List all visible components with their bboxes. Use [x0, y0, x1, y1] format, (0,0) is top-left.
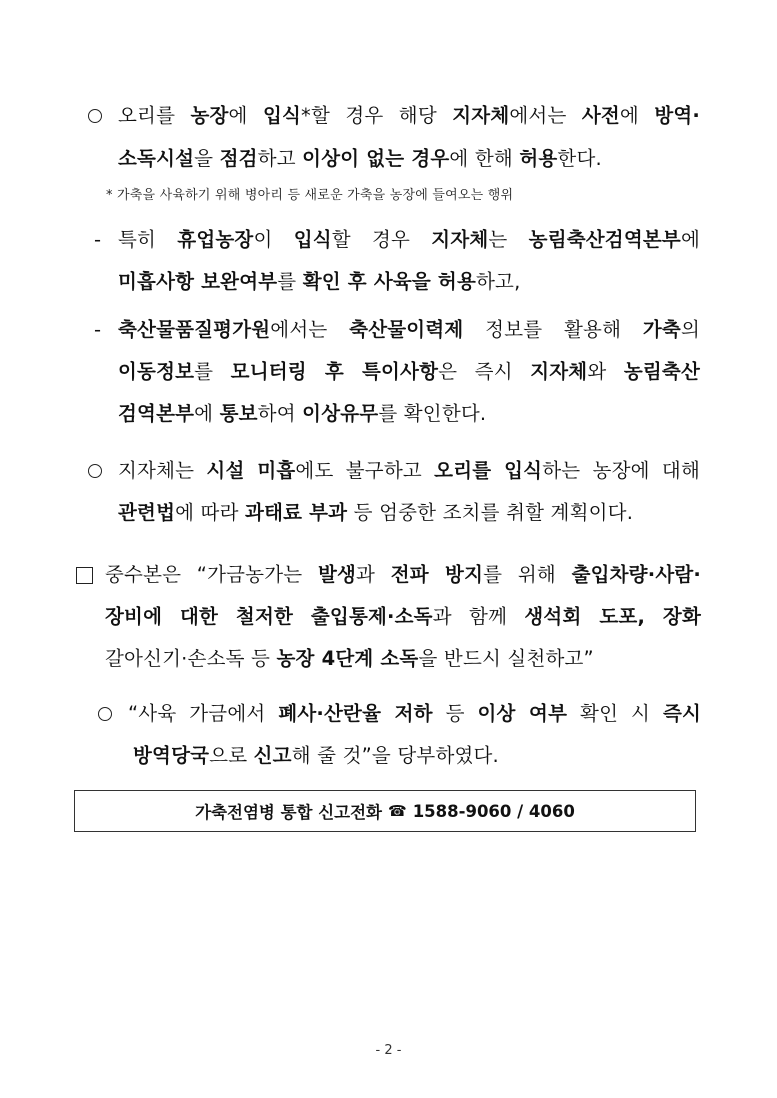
para6-line1: “사육 가금에서 폐사·산란율 저하 등 이상 여부 확인 시 즉시 — [128, 702, 702, 725]
dash-bullet: - — [94, 318, 102, 341]
para5-line2: 장비에 대한 철저한 출입통제·소독과 함께 생석회 도포, 장화 — [105, 605, 701, 628]
hotline-label: 가축전염병 통합 신고전화 — [195, 803, 382, 822]
circle-bullet — [88, 464, 102, 478]
para1-line1: 오리를 농장에 입식*할 경우 해당 지자체에서는 사전에 방역· — [118, 104, 701, 127]
para4-line1: 지자체는 시설 미흡에도 불구하고 오리를 입식하는 농장에 대해 — [118, 459, 700, 482]
para2-line1: 특히 휴업농장이 입식할 경우 지자체는 농림축산검역본부에 — [118, 228, 700, 251]
para4-line2: 관련법에 따라 과태료 부과 등 엄중한 조치를 취할 계획이다. — [118, 501, 634, 524]
para3-line2: 이동정보를 모니터링 후 특이사항은 즉시 지자체와 농림축산 — [118, 360, 700, 383]
para5-line1: 중수본은 “가금농가는 발생과 전파 방지를 위해 출입차량·사람· — [105, 563, 702, 586]
para5-line3: 갈아신기·손소독 등 농장 4단계 소독을 반드시 실천하고” — [105, 647, 594, 670]
para1-line2: 소독시설을 점검하고 이상이 없는 경우에 한해 허용한다. — [118, 147, 602, 170]
para2-line2: 미흡사항 보완여부를 확인 후 사육을 허용하고, — [118, 270, 521, 293]
footnote: * 가축을 사육하기 위해 병아리 등 새로운 가축을 농장에 들여오는 행위 — [106, 188, 514, 203]
phone-icon: ☎ — [388, 802, 407, 820]
para3-line1: 축산물품질평가원에서는 축산물이력제 정보를 활용해 가축의 — [118, 318, 701, 341]
page-number: - 2 - — [375, 1043, 402, 1058]
hotline-box — [74, 790, 696, 832]
square-bullet — [76, 567, 93, 584]
para6-line2: 방역당국으로 신고해 줄 것”을 당부하였다. — [133, 744, 499, 767]
dash-bullet: - — [94, 228, 102, 251]
circle-bullet — [88, 109, 102, 123]
hotline-numbers: 1588-9060 / 4060 — [412, 801, 575, 821]
circle-bullet — [98, 707, 112, 721]
para3-line3: 검역본부에 통보하여 이상유무를 확인한다. — [118, 402, 487, 425]
